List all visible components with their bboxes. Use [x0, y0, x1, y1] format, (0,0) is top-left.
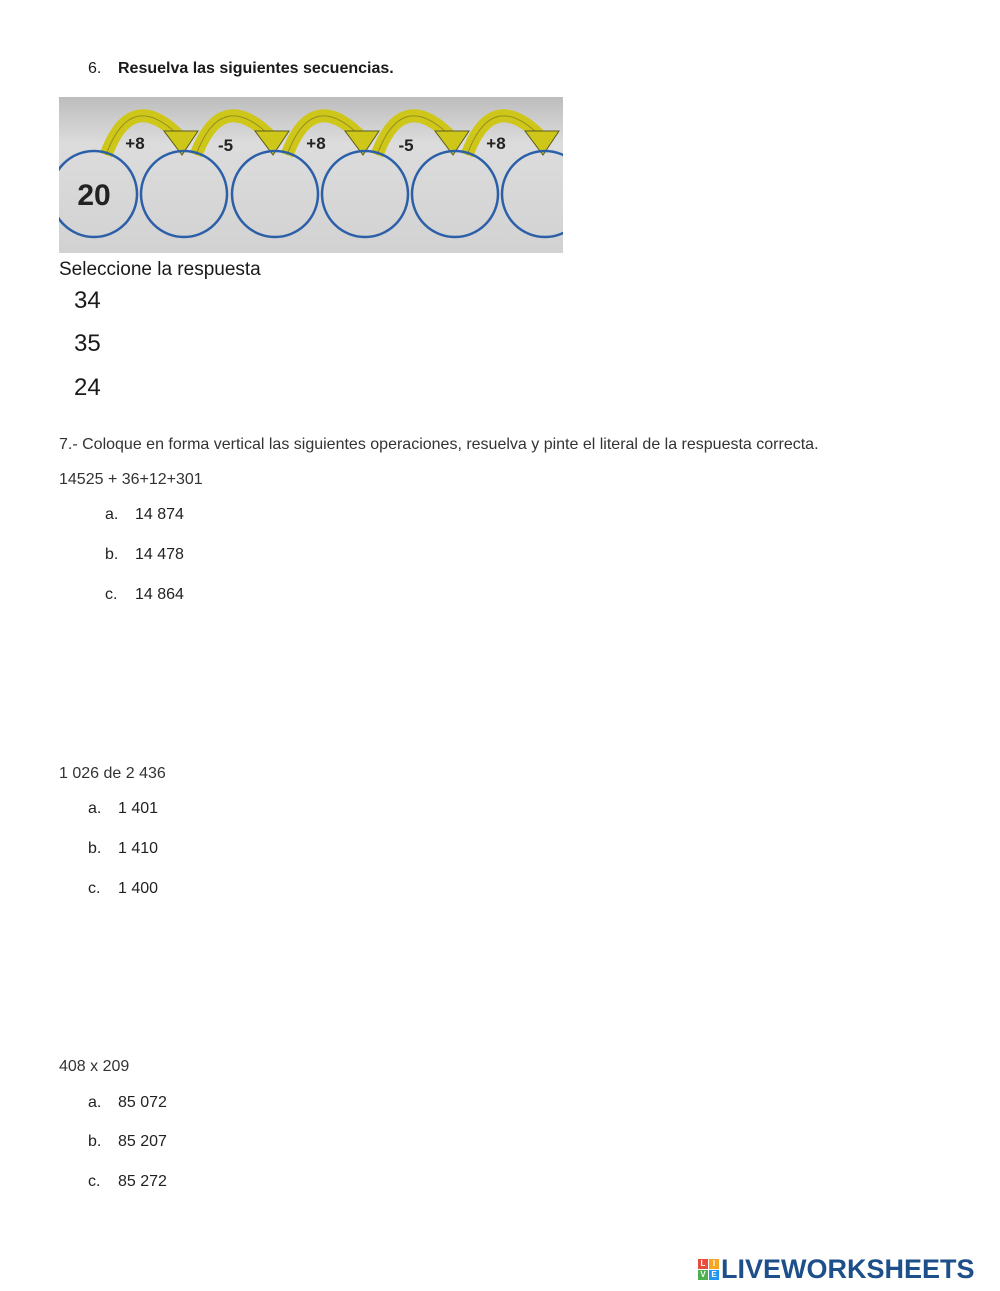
question-instruction: Resuelva las siguientes secuencias. [118, 60, 394, 77]
step-label: -5 [398, 136, 414, 155]
choice-value: 14 874 [135, 506, 184, 523]
choice-value: 1 410 [118, 840, 159, 857]
step-label: -5 [217, 136, 234, 155]
answer-choice[interactable] [88, 1173, 167, 1191]
choice-value: 85 272 [118, 1173, 167, 1190]
operation-3: 408 x 209 [59, 1058, 130, 1075]
step-label: +8 [125, 134, 145, 153]
start-number: 20 [77, 179, 111, 212]
answer-choice[interactable] [88, 840, 158, 858]
choice-value: 14 864 [135, 586, 184, 603]
step-label: +8 [306, 134, 326, 153]
sequence-image [59, 97, 563, 253]
badge-letter: I [709, 1259, 719, 1269]
answer-choice[interactable] [105, 546, 184, 564]
answer-choice[interactable] [88, 1133, 167, 1151]
answer-choice[interactable] [88, 1094, 167, 1112]
choice-letter: b. [105, 546, 119, 563]
liveworksheets-logo [698, 1254, 975, 1284]
answer-choice[interactable] [88, 880, 158, 898]
choice-letter: c. [88, 880, 101, 897]
question-6-heading [88, 60, 394, 78]
choice-value: 14 478 [135, 546, 184, 563]
choice-value: 85 207 [118, 1133, 167, 1150]
answer-option[interactable]: 24 [74, 374, 101, 401]
badge-letter: L [698, 1259, 708, 1269]
choice-letter: c. [105, 586, 118, 603]
select-answer-label: Seleccione la respuesta [59, 259, 261, 280]
choice-value: 1 401 [118, 800, 159, 817]
choice-letter: a. [105, 506, 119, 523]
badge-letter: V [698, 1270, 708, 1280]
choice-letter: b. [88, 1133, 102, 1150]
choice-letter: b. [88, 840, 102, 857]
logo-badge [698, 1259, 719, 1280]
operation-1: 14525 + 36+12+301 [59, 471, 203, 488]
step-label: +8 [486, 134, 506, 153]
choice-letter: a. [88, 800, 102, 817]
question-7-instruction: 7.- Coloque en forma vertical las siguientes operaciones, resuelva y pinte el literal de la respuesta correcta. [59, 436, 819, 453]
operation-2: 1 026 de 2 436 [59, 765, 166, 782]
answer-option[interactable]: 34 [74, 287, 101, 314]
answer-option[interactable]: 35 [74, 330, 101, 357]
question-number: 6. [88, 60, 102, 77]
choice-value: 85 072 [118, 1094, 167, 1111]
logo-text: LIVEWORKSHEETS [721, 1253, 975, 1284]
choice-letter: a. [88, 1094, 102, 1111]
choice-letter: c. [88, 1173, 101, 1190]
choice-value: 1 400 [118, 880, 159, 897]
answer-choice[interactable] [105, 506, 184, 524]
answer-choice[interactable] [88, 800, 158, 818]
answer-choice[interactable] [105, 586, 184, 604]
badge-letter: E [709, 1270, 719, 1280]
